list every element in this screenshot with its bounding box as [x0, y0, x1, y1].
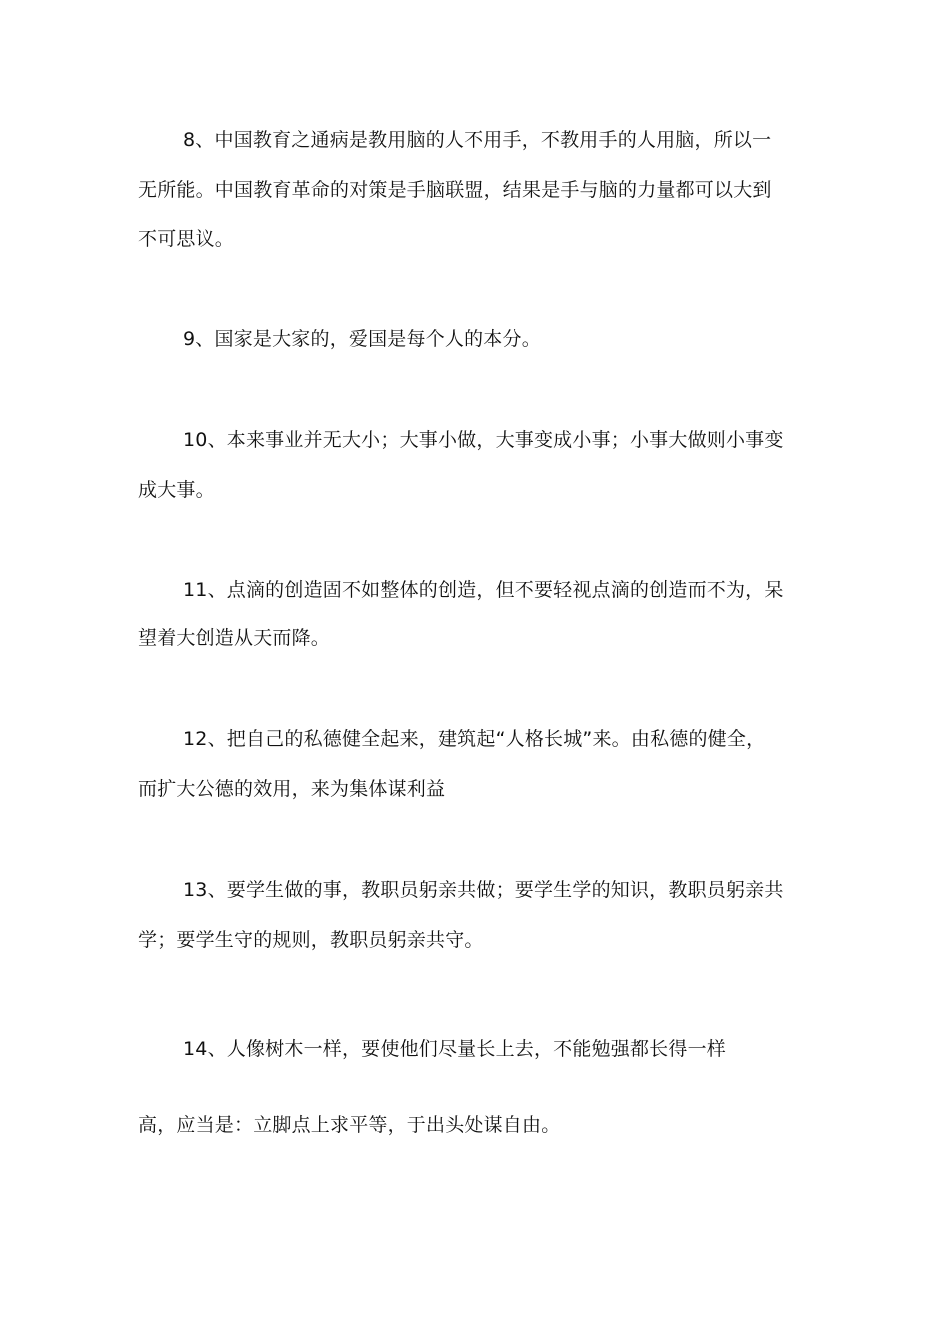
- quote-10-line-1: 10、本来事业并无大小；大事小做，大事变成小事；小事大做则小事变: [183, 429, 784, 451]
- quote-13-line-2: 学；要学生守的规则，教职员躬亲共守。: [138, 929, 484, 951]
- quote-8-line-1: 8、中国教育之通病是教用脑的人不用手，不教用手的人用脑，所以一: [183, 129, 772, 151]
- quote-9-line-1: 9、国家是大家的，爱国是每个人的本分。: [183, 328, 541, 350]
- quote-8-line-3: 不可思议。: [138, 228, 235, 250]
- quote-12-line-2: 而扩大公德的效用，来为集体谋利益: [138, 778, 446, 800]
- quote-14-line-2: 高，应当是：立脚点上求平等，于出头处谋自由。: [138, 1114, 561, 1136]
- quote-8-line-2: 无所能。中国教育革命的对策是手脑联盟，结果是手与脑的力量都可以大到: [138, 179, 772, 201]
- quote-13-line-1: 13、要学生做的事，教职员躬亲共做；要学生学的知识，教职员躬亲共: [183, 879, 784, 901]
- quote-12-line-1: 12、把自己的私德健全起来，建筑起“人格长城”来。由私德的健全，: [183, 728, 766, 750]
- quote-10-line-2: 成大事。: [138, 479, 215, 501]
- quote-11-line-1: 11、点滴的创造固不如整体的创造，但不要轻视点滴的创造而不为，呆: [183, 579, 784, 601]
- quote-11-line-2: 望着大创造从天而降。: [138, 627, 331, 649]
- quote-14-line-1: 14、人像树木一样，要使他们尽量长上去，不能勉强都长得一样: [183, 1038, 726, 1060]
